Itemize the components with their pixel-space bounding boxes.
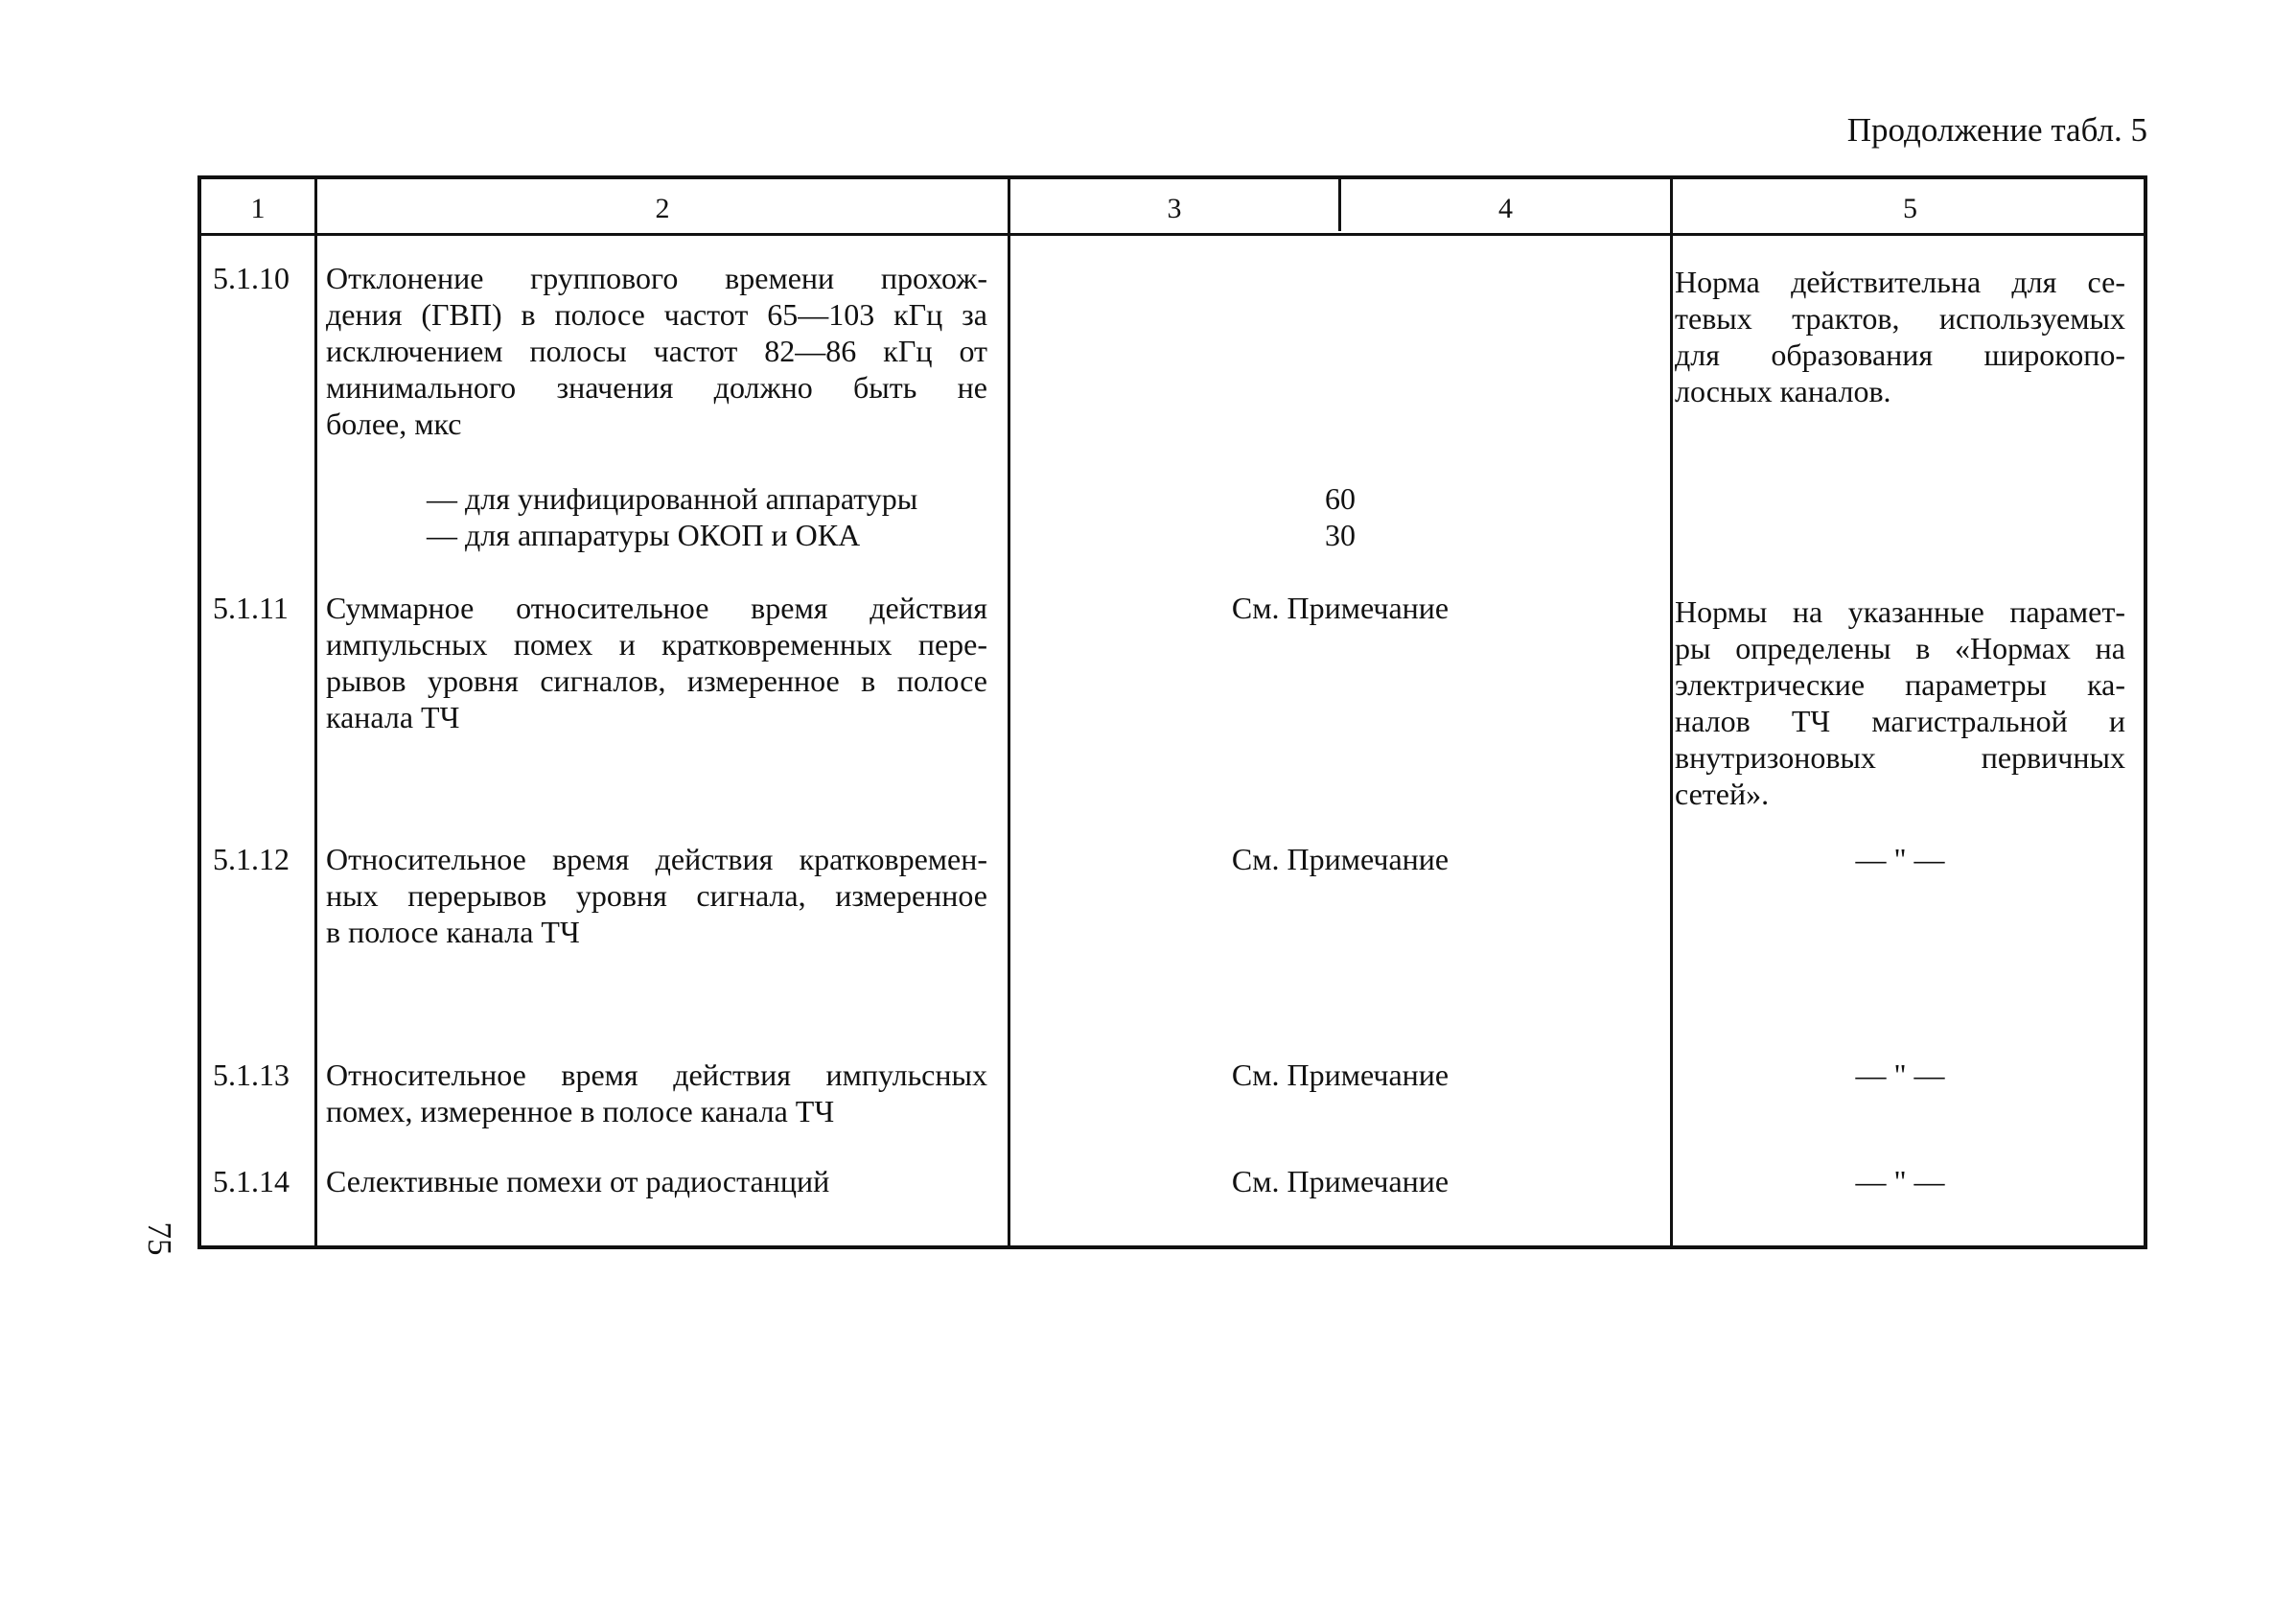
note-line: Нормы на указанные парамет- (1675, 594, 2125, 629)
row-value: См. Примечание (1231, 842, 1449, 876)
note-line: сетей». (1675, 777, 1770, 811)
header-col-4: 4 (1498, 193, 1513, 224)
description-line: помех, измеренное в полосе канала ТЧ (326, 1094, 835, 1128)
description-line: минимального значения должно быть не (326, 370, 987, 405)
note-line: ры определены в «Нормах на (1675, 631, 2125, 665)
row-description (326, 1057, 987, 1129)
row-description (326, 260, 987, 442)
row-note (1675, 593, 2125, 812)
description-line: Суммарное относительное время действия (326, 591, 987, 625)
column-divider (1670, 179, 1673, 1245)
table-caption: Продолжение табл. 5 (1846, 111, 2147, 149)
row-number: 5.1.13 (213, 1058, 290, 1092)
ditto-mark: — " — (1855, 1058, 1945, 1092)
note-line: для образования широкопо- (1675, 337, 2125, 372)
description-line: Селективные помехи от радиостанций (326, 1164, 830, 1198)
row-description (326, 590, 987, 735)
sub-item-label: — для аппаратуры ОКОП и ОКА (427, 518, 861, 552)
description-line: в полосе канала ТЧ (326, 915, 580, 949)
row-value: См. Примечание (1231, 1058, 1449, 1092)
sub-item-value: 30 (1325, 518, 1356, 552)
row-description (326, 1163, 987, 1199)
header-col-3: 3 (1167, 193, 1182, 224)
description-line: канала ТЧ (326, 700, 460, 734)
description-line: Относительное время действия кратковремен- (326, 842, 987, 876)
row-note (1675, 264, 2125, 409)
description-line: исключением полосы частот 82—86 кГц от (326, 334, 987, 368)
row-description (326, 841, 987, 950)
description-line: Отклонение группового времени прохож- (326, 261, 987, 295)
page-number: 75 (141, 1221, 178, 1256)
note-line: электрические параметры ка- (1675, 667, 2125, 702)
row-value: См. Примечание (1231, 1164, 1449, 1198)
row-number: 5.1.11 (213, 591, 289, 625)
note-line: лосных каналов. (1675, 374, 1891, 408)
row-number: 5.1.12 (213, 842, 290, 876)
description-line: Относительное время действия импульсных (326, 1058, 987, 1092)
ditto-mark: — " — (1855, 1164, 1945, 1198)
note-line: внутризоновых первичных (1675, 740, 2125, 775)
description-line: импульсных помех и кратковременных пере- (326, 627, 987, 662)
sub-item-value: 60 (1325, 481, 1356, 516)
description-line: рывов уровня сигналов, измеренное в полосе (326, 663, 987, 698)
description-line: дения (ГВП) в полосе частот 65—103 кГц за (326, 297, 987, 332)
description-line: ных перерывов уровня сигнала, измеренное (326, 878, 987, 913)
table (197, 175, 2147, 1249)
note-line: Норма действительна для се- (1675, 265, 2125, 299)
header-col-2: 2 (655, 193, 670, 224)
note-line: налов ТЧ магистральной и (1675, 704, 2125, 738)
row-number: 5.1.14 (213, 1164, 290, 1198)
header-col-5: 5 (1903, 193, 1917, 224)
header-divider (201, 233, 2144, 236)
row-value: См. Примечание (1231, 591, 1449, 625)
ditto-mark: — " — (1855, 842, 1945, 876)
description-line: более, мкс (326, 407, 462, 441)
row-number: 5.1.10 (213, 261, 290, 295)
header-col-1: 1 (250, 193, 266, 224)
note-line: тевых трактов, используемых (1675, 301, 2125, 336)
sub-item-label: — для унифицированной аппаратуры (427, 481, 918, 516)
